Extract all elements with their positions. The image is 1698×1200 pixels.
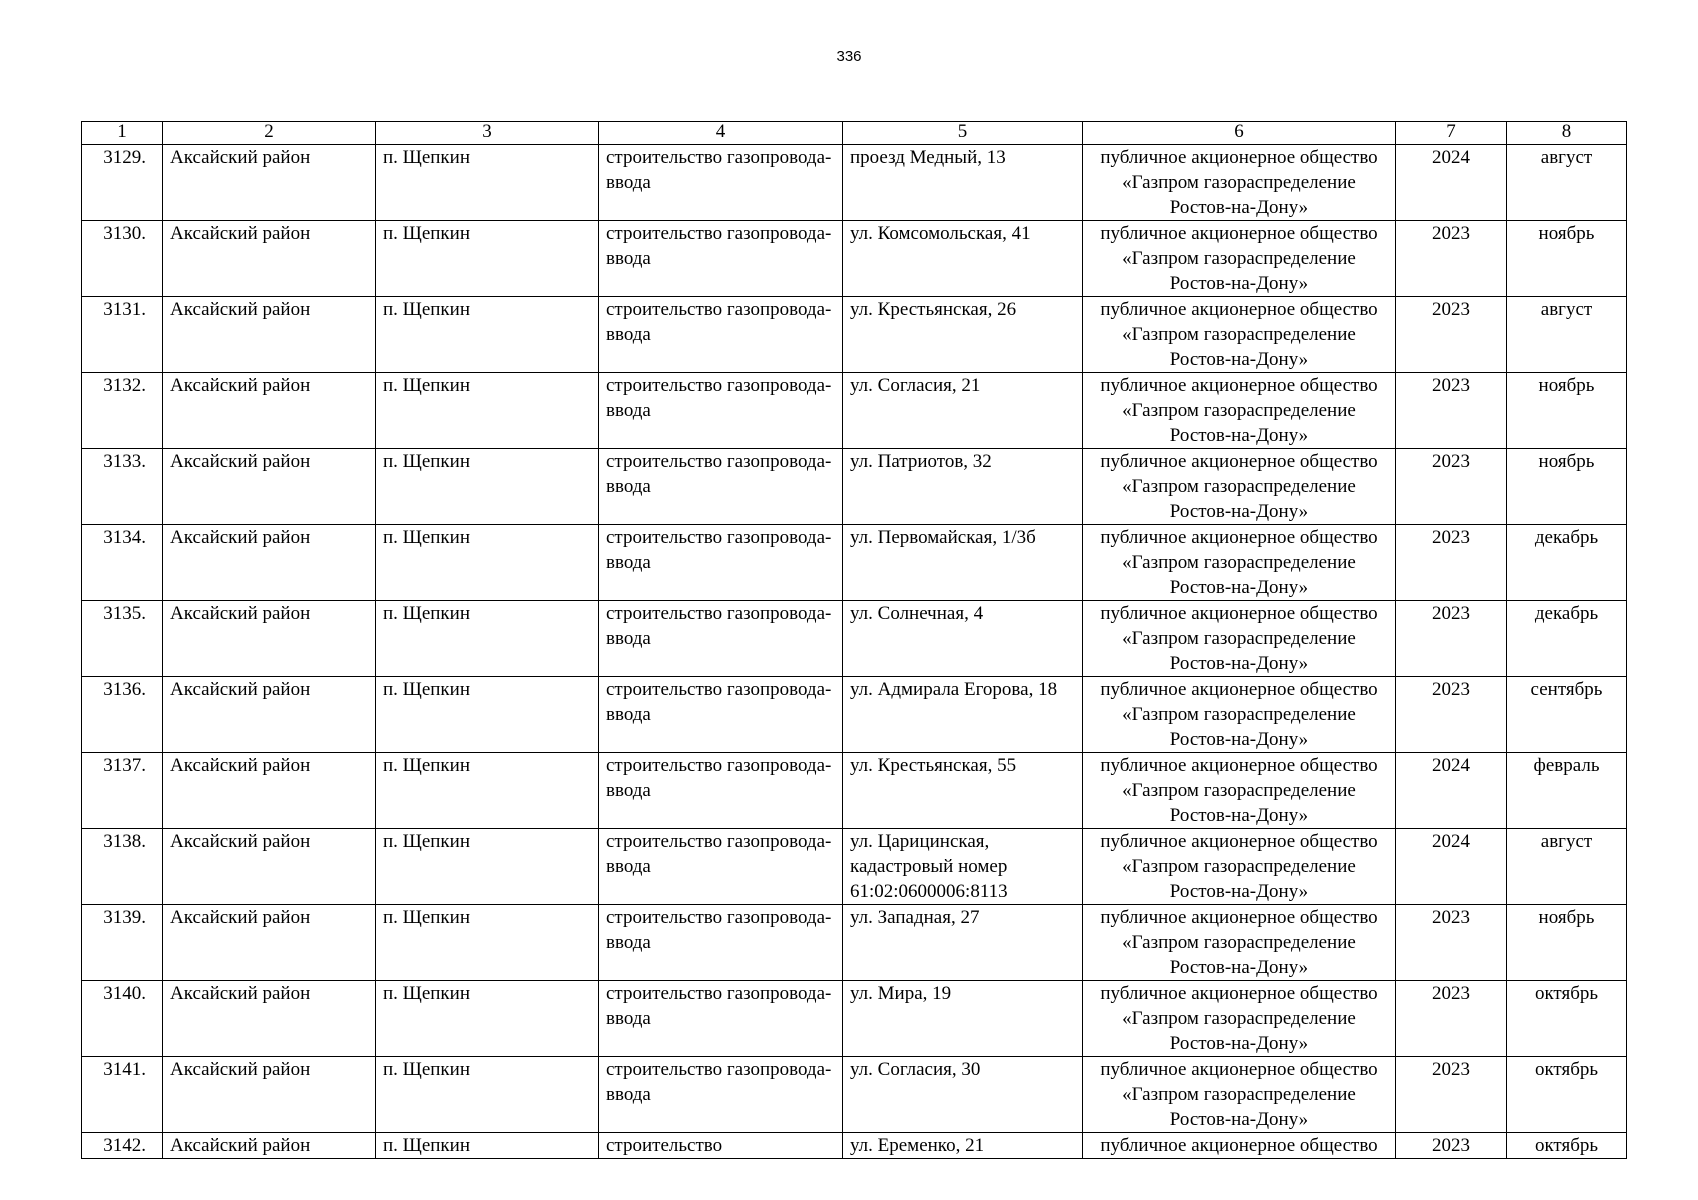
- column-header: 4: [599, 122, 843, 145]
- year-cell: 2023: [1396, 1057, 1507, 1133]
- row-number-cell: 3134.: [82, 525, 163, 601]
- table-row: [82, 373, 1627, 449]
- work-type-cell: строительство газопровода-ввода: [599, 905, 843, 981]
- address-cell: ул. Адмирала Егорова, 18: [843, 677, 1083, 753]
- table-row: [82, 677, 1627, 753]
- row-number-cell: 3140.: [82, 981, 163, 1057]
- month-cell: декабрь: [1507, 601, 1627, 677]
- table-row: [82, 525, 1627, 601]
- address-cell: ул. Патриотов, 32: [843, 449, 1083, 525]
- district-cell: Аксайский район: [163, 221, 376, 297]
- month-cell: октябрь: [1507, 1057, 1627, 1133]
- row-number-cell: 3136.: [82, 677, 163, 753]
- month-cell: ноябрь: [1507, 905, 1627, 981]
- row-number-cell: 3141.: [82, 1057, 163, 1133]
- year-cell: 2023: [1396, 601, 1507, 677]
- column-header: 5: [843, 122, 1083, 145]
- work-type-cell: строительство газопровода-ввода: [599, 297, 843, 373]
- column-header: 7: [1396, 122, 1507, 145]
- address-cell: ул. Еременко, 21: [843, 1133, 1083, 1159]
- address-cell: ул. Согласия, 30: [843, 1057, 1083, 1133]
- table-row: [82, 145, 1627, 221]
- table-row: [82, 905, 1627, 981]
- locality-cell: п. Щепкин: [376, 373, 599, 449]
- year-cell: 2023: [1396, 677, 1507, 753]
- locality-cell: п. Щепкин: [376, 145, 599, 221]
- district-cell: Аксайский район: [163, 753, 376, 829]
- table-body: [82, 145, 1627, 1159]
- page-number: 336: [836, 48, 862, 65]
- month-cell: ноябрь: [1507, 373, 1627, 449]
- locality-cell: п. Щепкин: [376, 905, 599, 981]
- locality-cell: п. Щепкин: [376, 981, 599, 1057]
- year-cell: 2023: [1396, 221, 1507, 297]
- locality-cell: п. Щепкин: [376, 297, 599, 373]
- row-number-cell: 3138.: [82, 829, 163, 905]
- work-type-cell: строительство газопровода-ввода: [599, 601, 843, 677]
- work-type-cell: строительство газопровода-ввода: [599, 1057, 843, 1133]
- locality-cell: п. Щепкин: [376, 449, 599, 525]
- locality-cell: п. Щепкин: [376, 601, 599, 677]
- organization-cell: публичное акционерное общество «Газпром газораспределение Ростов-на-Дону»: [1083, 677, 1396, 753]
- locality-cell: п. Щепкин: [376, 753, 599, 829]
- locality-cell: п. Щепкин: [376, 221, 599, 297]
- row-number-cell: 3132.: [82, 373, 163, 449]
- table-row: [82, 981, 1627, 1057]
- organization-cell: публичное акционерное общество «Газпром газораспределение Ростов-на-Дону»: [1083, 601, 1396, 677]
- table-row: [82, 221, 1627, 297]
- organization-cell: публичное акционерное общество «Газпром газораспределение Ростов-на-Дону»: [1083, 525, 1396, 601]
- month-cell: август: [1507, 297, 1627, 373]
- organization-cell: публичное акционерное общество «Газпром газораспределение Ростов-на-Дону»: [1083, 145, 1396, 221]
- work-type-cell: строительство газопровода-ввода: [599, 221, 843, 297]
- organization-cell: публичное акционерное общество «Газпром газораспределение Ростов-на-Дону»: [1083, 1057, 1396, 1133]
- month-cell: ноябрь: [1507, 449, 1627, 525]
- locality-cell: п. Щепкин: [376, 829, 599, 905]
- column-header: 3: [376, 122, 599, 145]
- row-number-cell: 3130.: [82, 221, 163, 297]
- table-row: [82, 297, 1627, 373]
- year-cell: 2024: [1396, 753, 1507, 829]
- month-cell: ноябрь: [1507, 221, 1627, 297]
- registry-table: [81, 121, 1627, 1159]
- locality-cell: п. Щепкин: [376, 677, 599, 753]
- district-cell: Аксайский район: [163, 829, 376, 905]
- organization-cell: публичное акционерное общество «Газпром газораспределение Ростов-на-Дону»: [1083, 297, 1396, 373]
- district-cell: Аксайский район: [163, 373, 376, 449]
- organization-cell: публичное акционерное общество: [1083, 1133, 1396, 1159]
- organization-cell: публичное акционерное общество «Газпром газораспределение Ростов-на-Дону»: [1083, 753, 1396, 829]
- row-number-cell: 3137.: [82, 753, 163, 829]
- year-cell: 2024: [1396, 145, 1507, 221]
- column-header: 6: [1083, 122, 1396, 145]
- locality-cell: п. Щепкин: [376, 1057, 599, 1133]
- table-row: [82, 829, 1627, 905]
- work-type-cell: строительство газопровода-ввода: [599, 145, 843, 221]
- organization-cell: публичное акционерное общество «Газпром газораспределение Ростов-на-Дону»: [1083, 905, 1396, 981]
- table-row: [82, 449, 1627, 525]
- year-cell: 2023: [1396, 373, 1507, 449]
- organization-cell: публичное акционерное общество «Газпром газораспределение Ростов-на-Дону»: [1083, 981, 1396, 1057]
- column-header: 1: [82, 122, 163, 145]
- year-cell: 2023: [1396, 449, 1507, 525]
- column-header: 8: [1507, 122, 1627, 145]
- month-cell: октябрь: [1507, 981, 1627, 1057]
- table-row: [82, 753, 1627, 829]
- work-type-cell: строительство газопровода-ввода: [599, 373, 843, 449]
- locality-cell: п. Щепкин: [376, 525, 599, 601]
- organization-cell: публичное акционерное общество «Газпром газораспределение Ростов-на-Дону»: [1083, 829, 1396, 905]
- row-number-cell: 3142.: [82, 1133, 163, 1159]
- work-type-cell: строительство газопровода-ввода: [599, 677, 843, 753]
- address-cell: ул. Первомайская, 1/3б: [843, 525, 1083, 601]
- district-cell: Аксайский район: [163, 601, 376, 677]
- row-number-cell: 3129.: [82, 145, 163, 221]
- month-cell: февраль: [1507, 753, 1627, 829]
- organization-cell: публичное акционерное общество «Газпром газораспределение Ростов-на-Дону»: [1083, 373, 1396, 449]
- work-type-cell: строительство газопровода-ввода: [599, 829, 843, 905]
- address-cell: ул. Западная, 27: [843, 905, 1083, 981]
- district-cell: Аксайский район: [163, 1057, 376, 1133]
- district-cell: Аксайский район: [163, 525, 376, 601]
- address-cell: ул. Согласия, 21: [843, 373, 1083, 449]
- address-cell: ул. Комсомольская, 41: [843, 221, 1083, 297]
- address-cell: ул. Крестьянская, 55: [843, 753, 1083, 829]
- month-cell: сентябрь: [1507, 677, 1627, 753]
- year-cell: 2023: [1396, 981, 1507, 1057]
- row-number-cell: 3139.: [82, 905, 163, 981]
- district-cell: Аксайский район: [163, 449, 376, 525]
- district-cell: Аксайский район: [163, 1133, 376, 1159]
- month-cell: август: [1507, 829, 1627, 905]
- header-row: [82, 122, 1627, 145]
- organization-cell: публичное акционерное общество «Газпром газораспределение Ростов-на-Дону»: [1083, 221, 1396, 297]
- year-cell: 2023: [1396, 905, 1507, 981]
- year-cell: 2023: [1396, 1133, 1507, 1159]
- month-cell: декабрь: [1507, 525, 1627, 601]
- work-type-cell: строительство газопровода-ввода: [599, 981, 843, 1057]
- year-cell: 2023: [1396, 525, 1507, 601]
- locality-cell: п. Щепкин: [376, 1133, 599, 1159]
- table-row: [82, 1057, 1627, 1133]
- year-cell: 2023: [1396, 297, 1507, 373]
- address-cell: проезд Медный, 13: [843, 145, 1083, 221]
- row-number-cell: 3131.: [82, 297, 163, 373]
- address-cell: ул. Солнечная, 4: [843, 601, 1083, 677]
- month-cell: август: [1507, 145, 1627, 221]
- row-number-cell: 3135.: [82, 601, 163, 677]
- address-cell: ул. Крестьянская, 26: [843, 297, 1083, 373]
- district-cell: Аксайский район: [163, 677, 376, 753]
- district-cell: Аксайский район: [163, 981, 376, 1057]
- year-cell: 2024: [1396, 829, 1507, 905]
- organization-cell: публичное акционерное общество «Газпром газораспределение Ростов-на-Дону»: [1083, 449, 1396, 525]
- work-type-cell: строительство газопровода-ввода: [599, 449, 843, 525]
- district-cell: Аксайский район: [163, 297, 376, 373]
- row-number-cell: 3133.: [82, 449, 163, 525]
- month-cell: октябрь: [1507, 1133, 1627, 1159]
- district-cell: Аксайский район: [163, 145, 376, 221]
- district-cell: Аксайский район: [163, 905, 376, 981]
- address-cell: ул. Царицинская, кадастровый номер 61:02:0600006:8113: [843, 829, 1083, 905]
- column-header: 2: [163, 122, 376, 145]
- table-row: [82, 601, 1627, 677]
- work-type-cell: строительство газопровода-ввода: [599, 753, 843, 829]
- work-type-cell: строительство: [599, 1133, 843, 1159]
- address-cell: ул. Мира, 19: [843, 981, 1083, 1057]
- work-type-cell: строительство газопровода-ввода: [599, 525, 843, 601]
- table-row: [82, 1133, 1627, 1159]
